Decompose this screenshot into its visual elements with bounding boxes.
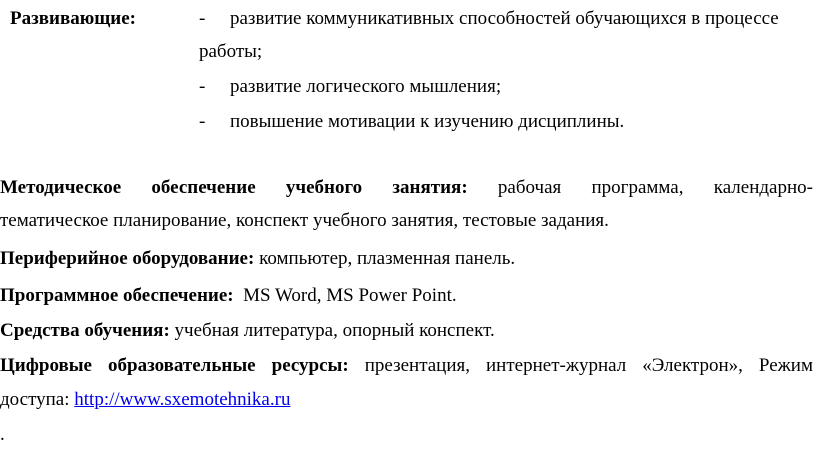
developing-label: Развивающие: xyxy=(10,8,136,29)
digital-label-word: Цифровые xyxy=(0,355,92,376)
digital-value-word: «Электрон», xyxy=(642,355,743,376)
digital-value-word: Режим xyxy=(758,355,813,376)
resource-link[interactable]: http://www.sxemotehnika.ru xyxy=(74,389,291,410)
digital-line-2 xyxy=(0,389,816,411)
means-label: Средства обучения: xyxy=(0,320,170,341)
methodical-value-word: программа, xyxy=(591,177,684,198)
developing-item-1-cont: работы; xyxy=(199,41,263,62)
methodical-label-word: Методическое xyxy=(0,177,122,198)
methodical-line-1 xyxy=(0,177,816,199)
digital-line-1 xyxy=(0,355,816,377)
digital-value-word: интернет-журнал xyxy=(486,355,627,376)
digital-label-word: ресурсы: xyxy=(271,355,349,376)
methodical-label-word: обеспечение xyxy=(151,177,256,198)
methodical-justified xyxy=(0,177,813,199)
developing-item-3: повышение мотивации к изучению дисциплины. xyxy=(230,111,625,132)
software-value: MS Word, MS Power Point. xyxy=(233,285,457,306)
means-line xyxy=(0,320,816,342)
digital-justified xyxy=(0,355,813,377)
developing-item-2: развитие логического мышления; xyxy=(230,76,502,97)
methodical-value-word: календарно- xyxy=(713,177,813,198)
methodical-label-word: занятия: xyxy=(392,177,468,198)
developing-item-1: развитие коммуникативных способностей обучающихся в процессе xyxy=(230,8,779,29)
bullet-dash: - xyxy=(199,76,206,97)
peripheral-line xyxy=(0,248,816,270)
software-line xyxy=(0,285,816,307)
means-value: учебная литература, опорный конспект. xyxy=(169,320,495,341)
methodical-value-cont: тематическое планирование, конспект учебного занятия, тестовые задания. xyxy=(0,210,609,231)
peripheral-label: Периферийное оборудование: xyxy=(0,248,255,269)
trailing-dot: . xyxy=(0,424,5,445)
bullet-dash: - xyxy=(199,111,206,132)
bullet-dash: - xyxy=(199,8,206,29)
digital-value-word: презентация, xyxy=(364,355,470,376)
peripheral-value: компьютер, плазменная панель. xyxy=(254,248,516,269)
digital-label-word: образовательные xyxy=(108,355,256,376)
digital-access-prefix: доступа: xyxy=(0,389,75,410)
methodical-label-word: учебного xyxy=(285,177,363,198)
methodical-value-word: рабочая xyxy=(497,177,562,198)
methodical-line-2 xyxy=(0,210,816,232)
software-label: Программное обеспечение: xyxy=(0,285,234,306)
